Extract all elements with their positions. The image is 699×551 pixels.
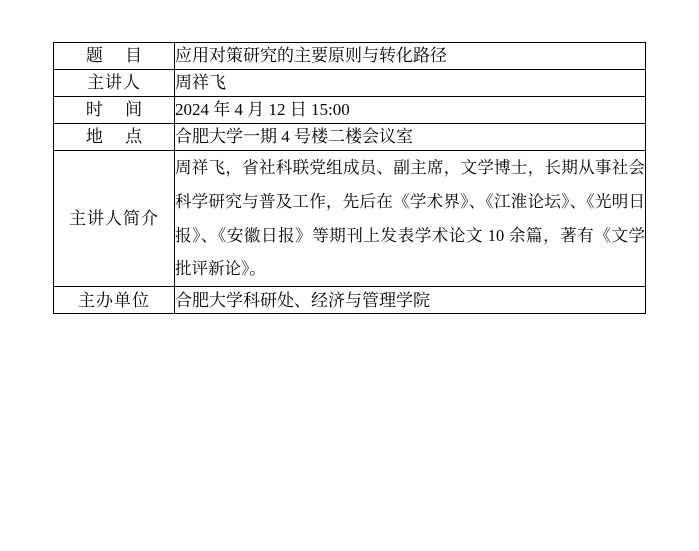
label-text: 题 目: [85, 46, 152, 66]
row-label-time: [54, 97, 175, 124]
row-value-bio: 周祥飞，省社科联党组成员、副主席，文学博士，长期从事社会科学研究与普及工作，先后在《学术界》、《江淮论坛》、《光明日报》、《安徽日报》等期刊上发表学术论文 10 余篇，著有《文学批评新论》。: [175, 151, 646, 287]
table-row: [54, 151, 646, 287]
table-row: [54, 124, 646, 151]
label-text: 主办单位: [78, 290, 150, 310]
table-row: [54, 97, 646, 124]
row-label-title: [54, 43, 175, 70]
row-value-speaker: 周祥飞: [175, 70, 646, 97]
table-row: [54, 43, 646, 70]
row-value-organizer: 合肥大学科研处、经济与管理学院: [175, 287, 646, 314]
table-row: [54, 287, 646, 314]
lecture-info-table: [53, 42, 646, 314]
label-text: 主讲人简介: [69, 208, 159, 228]
label-text: 时 间: [85, 100, 152, 120]
row-label-speaker: [54, 70, 175, 97]
label-text: 地 点: [85, 127, 152, 147]
lecture-info-table-wrapper: [53, 42, 646, 314]
row-label-place: [54, 124, 175, 151]
row-label-bio: [54, 151, 175, 287]
row-value-place: 合肥大学一期 4 号楼二楼会议室: [175, 124, 646, 151]
row-value-time: 2024 年 4 月 12 日 15:00: [175, 97, 646, 124]
label-text: 主讲人: [87, 73, 141, 93]
row-value-title: 应用对策研究的主要原则与转化路径: [175, 43, 646, 70]
table-row: [54, 70, 646, 97]
row-label-organizer: [54, 287, 175, 314]
